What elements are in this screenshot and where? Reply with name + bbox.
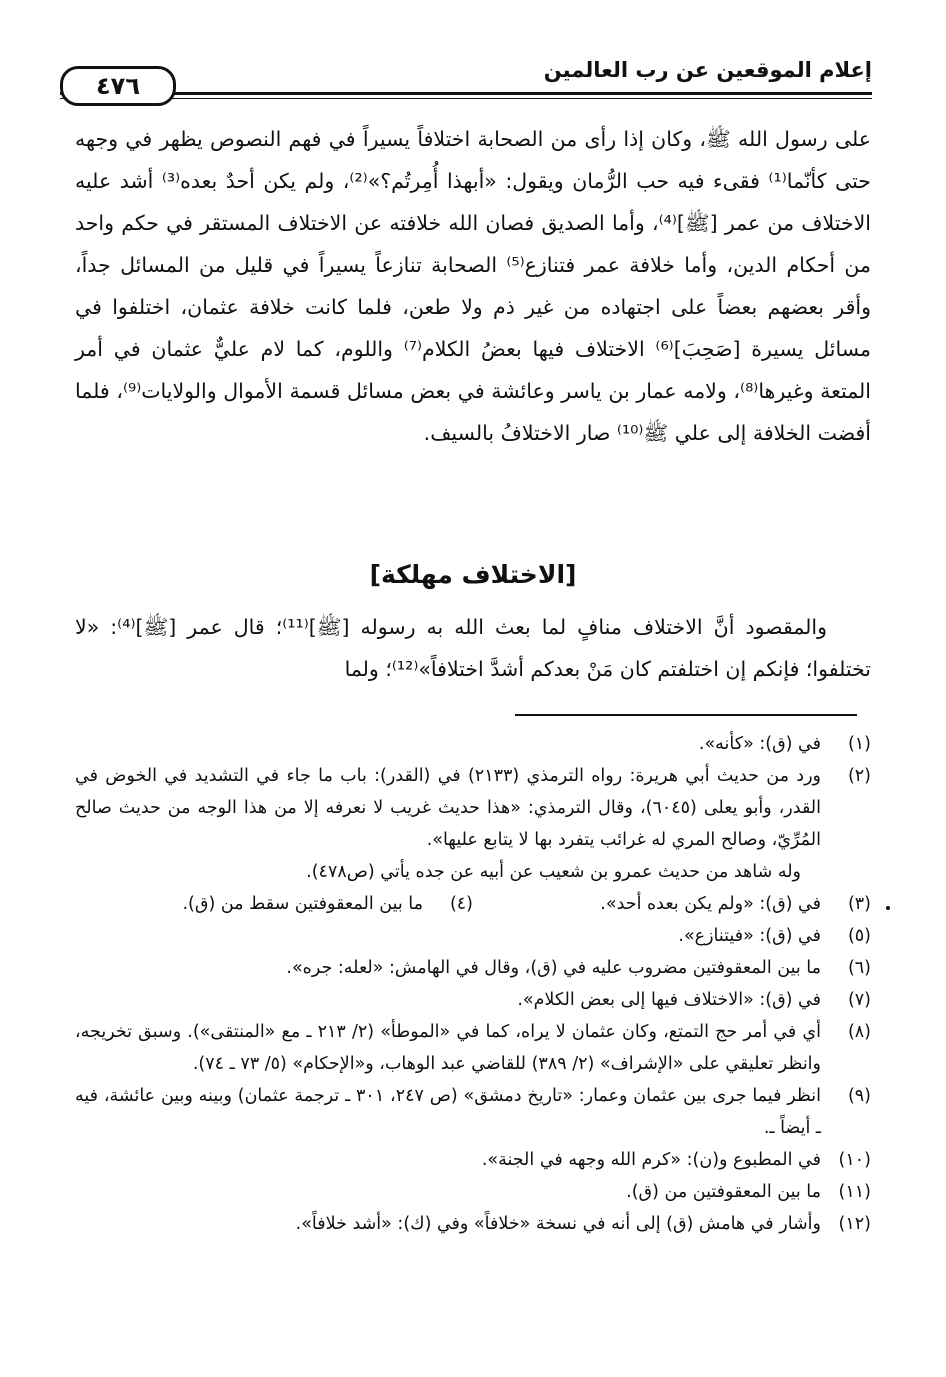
footnote-text: أي في أمر حج التمتع، وكان عثمان لا يراه، كما في «الموطأ» (٢/ ٢١٣ ـ مع «المنتقى»). وسبق تخريجه، وانظر تعليقي على «الإشراف» (٢/ ٣٨٩) للقاضي عبد الوهاب، و«الإحكام» (٥/ ٧٣ ـ ٧٤).	[75, 1022, 821, 1074]
section-paragraph-text: والمقصود أنَّ الاختلاف منافٍ لما بعث الله به رسوله [ﷺ]⁽¹¹⁾؛ قال عمر [ﷺ]⁽⁴⁾: «لا تختلفوا؛ فإنكم إن اختلفتم كان مَنْ بعدكم أشدَّ اختلافاً»⁽¹²⁾؛ ولما	[75, 615, 871, 681]
footnote-continuation	[75, 856, 871, 888]
section-paragraph	[75, 606, 871, 690]
margin-dot	[886, 906, 890, 910]
footnote-number: (٦)	[847, 958, 871, 978]
footnote	[75, 952, 871, 984]
footnote-text: ما بين المعقوفتين من (ق).	[626, 1182, 821, 1202]
footnote-text: انظر فيما جرى بين عثمان وعمار: «تاريخ دمشق» (ص ٢٤٧، ٣٠١ ـ ترجمة عثمان) وبينه وبين عائشة، فيه ـ أيضاً ـ.	[75, 1086, 821, 1138]
footnote-number: (٣)	[847, 894, 871, 914]
footnote	[75, 1144, 871, 1176]
footnote	[75, 728, 871, 760]
footnote-separator	[515, 714, 857, 716]
footnote	[473, 888, 871, 920]
footnote-text: ورد من حديث أبي هريرة: رواه الترمذي (٢١٣٣) في (القدر): باب ما جاء في التشديد في الخوض في القدر، وأبو يعلى (٦٠٤٥)، وقال الترمذي: «هذا حديث غريب لا نعرفه إلا من هذا الوجه من حديث صالح المُرِّيّ، وصالح المري له غرائب يتفرد بها لا يتابع عليها».	[75, 766, 821, 850]
footnote	[75, 888, 473, 920]
footnote-number: (١)	[847, 734, 871, 754]
footnote-number: (٩)	[847, 1086, 871, 1106]
footnote-text: وله شاهد من حديث عمرو بن شعيب عن أبيه عن جده يأتي (ص٤٧٨).	[306, 862, 801, 882]
footnote-number: (٢)	[847, 766, 871, 786]
header-rule-thin	[60, 98, 872, 99]
footnote	[75, 984, 871, 1016]
section-heading: [الاختلاف مهلكة]	[369, 560, 577, 589]
footnote-number: (٧)	[847, 990, 871, 1010]
footnote-number: (٥)	[847, 926, 871, 946]
footnote-text: ما بين المعقوفتين مضروب عليه في (ق)، وقال في الهامش: «لعله: جره».	[286, 958, 821, 978]
footnote-text: في (ق): «الاختلاف فيها إلى بعض الكلام».	[517, 990, 821, 1010]
footnote	[75, 760, 871, 856]
footnote-text: وأشار في هامش (ق) إلى أنه في نسخة «خلافاً» وفي (ك): «أشد خلافاً».	[295, 1214, 821, 1234]
footnote	[75, 1080, 871, 1144]
footnote-number: (١١)	[838, 1182, 871, 1202]
paragraph-text: على رسول الله ﷺ، وكان إذا رأى من الصحابة اختلافاً يسيراً في فهم النصوص يظهر في وجهه حتى كأنّما⁽¹⁾ فقىء فيه حب الرُّمان ويقول: «أبهذا أُمِرتُم؟»⁽²⁾، ولم يكن أحدٌ بعده⁽³⁾ أشد عليه الاختلاف من عمر [ﷺ]⁽⁴⁾، وأما الصديق فصان الله خلافته عن الاختلاف المستقر في حكم واحد من أحكام الدين، وأما خلافة عمر فتنازع⁽⁵⁾ الصحابة تنازعاً يسيراً في قليل من المسائل جداً، وأقر بعضهم بعضاً على اجتهاده من غير ذم ولا طعن، فلما كانت خلافة عثمان، اختلفوا في مسائل يسيرة [صَحِبَ]⁽⁶⁾ الاختلاف فيها بعضُ الكلام⁽⁷⁾ واللوم، كما لام عليٌّ عثمان في أمر المتعة وغيرها⁽⁸⁾، ولامه عمار بن ياسر وعائشة في بعض مسائل قسمة الأموال والولايات⁽⁹⁾، فلما أفضت الخلافة إلى علي ﷺ⁽¹⁰⁾ صار الاختلافُ بالسيف.	[75, 127, 871, 445]
footnote	[75, 920, 871, 952]
footnote-text: في (ق): «فيتنازع».	[678, 926, 821, 946]
footnote-number: (٤)	[449, 894, 473, 914]
footnote	[75, 1176, 871, 1208]
running-title: إعلام الموقعين عن رب العالمين	[543, 58, 872, 82]
footnote-pair	[75, 888, 871, 920]
footnote-text: في (ق): «ولم يكن بعده أحد».	[600, 894, 821, 914]
footnote	[75, 1016, 871, 1080]
footnote-number: (١٠)	[838, 1150, 871, 1170]
footnotes	[75, 728, 871, 1240]
header-rule-thick	[60, 92, 872, 95]
main-paragraph	[75, 118, 871, 454]
footnote	[75, 1208, 871, 1240]
footnote-text: في المطبوع و(ن): «كرم الله وجهه في الجنة».	[481, 1150, 821, 1170]
footnote-text: ما بين المعقوفتين سقط من (ق).	[182, 894, 423, 914]
page-number: ٤٧٦	[60, 66, 176, 106]
footnote-text: في (ق): «كأنه».	[698, 734, 821, 754]
footnote-number: (١٢)	[838, 1214, 871, 1234]
footnote-number: (٨)	[847, 1022, 871, 1042]
